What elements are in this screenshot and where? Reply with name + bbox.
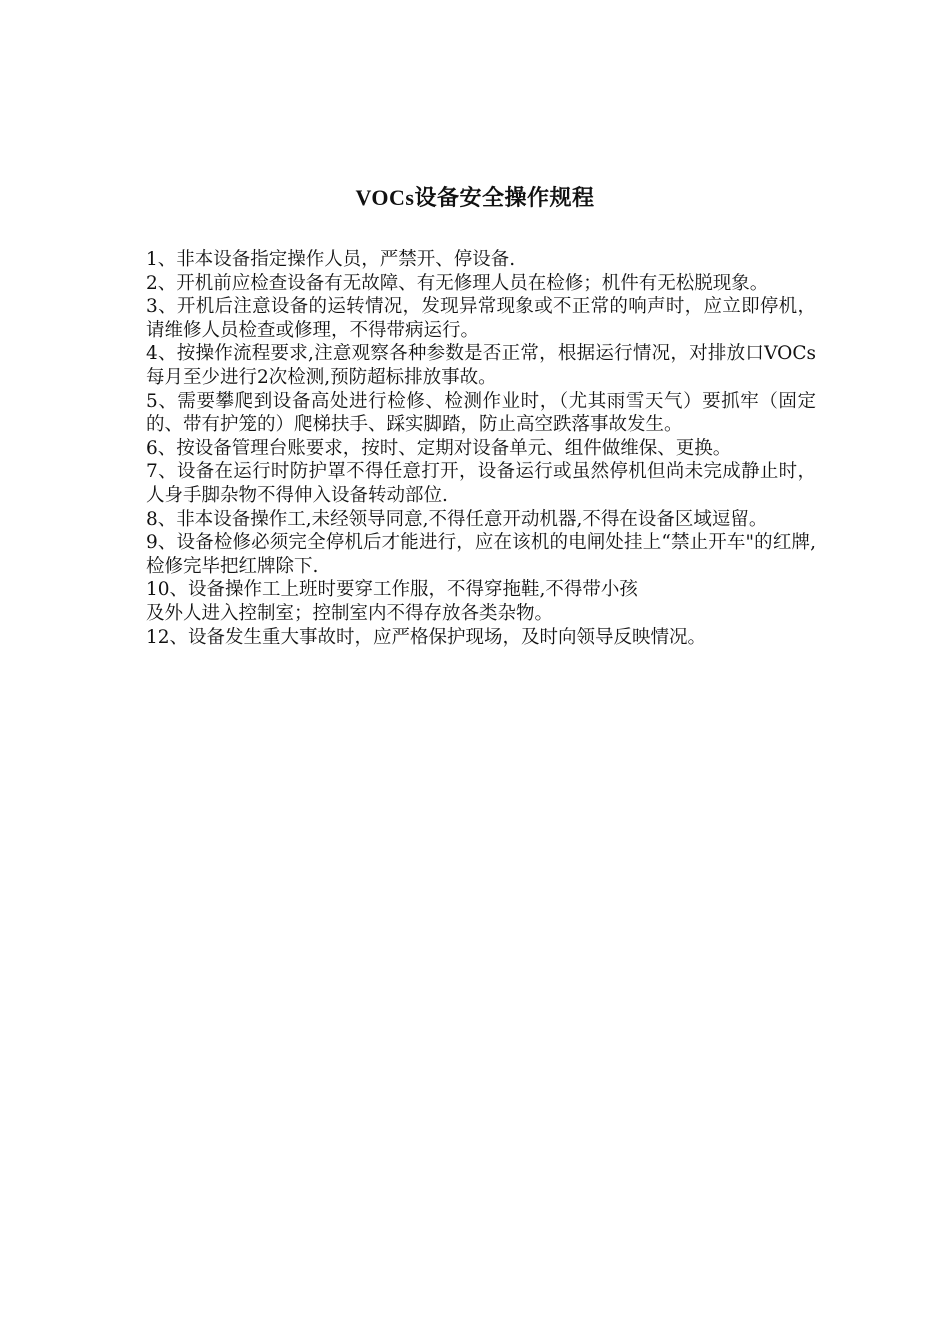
rule-paragraph-1: 1、非本设备指定操作人员，严禁开、停设备. xyxy=(146,249,516,270)
rule-paragraph-12: 12、设备发生重大事故时，应严格保护现场，及时向领导反映情况。 xyxy=(146,626,707,648)
rule-paragraph-9: 9、设备检修必须完全停机后才能进行，应在该机的电闸处挂上“禁止开车"的红牌,检修完毕把红牌除下. xyxy=(146,532,816,577)
rule-paragraph-10-continued: 及外人进入控制室；控制室内不得存放各类杂物。 xyxy=(146,602,554,624)
rule-paragraph-4: 4、按操作流程要求,注意观察各种参数是否正常，根据运行情况，对排放口VOCs每月至少进行2次检测,预防超标排放事故。 xyxy=(146,343,816,388)
document-title: VOCs设备安全操作规程 xyxy=(355,185,595,210)
document-body xyxy=(146,248,816,649)
rule-paragraph-2: 2、开机前应检查设备有无故障、有无修理人员在检修；机件有无松脱现象。 xyxy=(146,272,769,294)
rule-paragraph-10: 10、设备操作工上班时要穿工作服，不得穿拖鞋,不得带小孩 xyxy=(146,579,638,601)
rule-paragraph-5: 5、需要攀爬到设备高处进行检修、检测作业时，（尤其雨雪天气）要抓牢（固定的、带有护笼的）爬梯扶手、踩实脚踏，防止高空跌落事故发生。 xyxy=(146,390,816,436)
rule-paragraph-6: 6、按设备管理台账要求，按时、定期对设备单元、组件做维保、更换。 xyxy=(146,437,732,459)
rule-paragraph-7: 7、设备在运行时防护罩不得任意打开，设备运行或虽然停机但尚未完成静止时，人身手脚杂物不得伸入设备转动部位. xyxy=(146,461,816,506)
rule-paragraph-3: 3、开机后注意设备的运转情况，发现异常现象或不正常的响声时，应立即停机，请维修人员检查或修理，不得带病运行。 xyxy=(146,296,816,341)
rule-paragraph-8: 8、非本设备操作工,未经领导同意,不得任意开动机器,不得在设备区域逗留。 xyxy=(146,508,768,530)
